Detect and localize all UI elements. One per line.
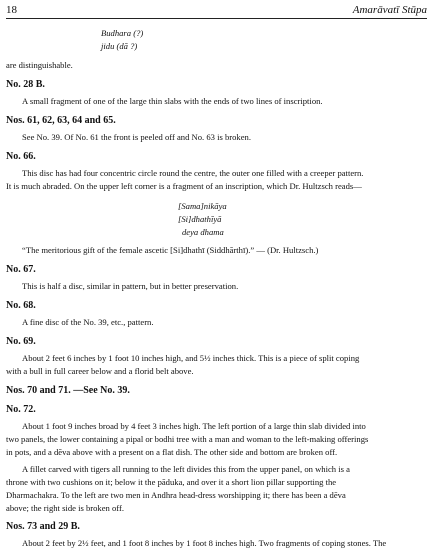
- paragraph-line: above; the right side is broken off.: [6, 503, 124, 513]
- header-rule: [6, 18, 427, 19]
- inscription-line: deya dhama: [182, 227, 224, 237]
- reading-line: jidu (dā ?): [101, 41, 138, 51]
- paragraph-line: throne with two cushions on it; below it the pāduka, and over it a short lion pillar supporting the: [6, 477, 337, 487]
- paragraph-line: It is much abraded. On the upper left corner is a fragment of an inscription, which Dr. Hultzsch reads—: [6, 181, 362, 191]
- paragraph-line: A fine disc of the No. 39, etc., pattern.: [22, 317, 154, 327]
- paragraph-line: About 2 feet by 2½ feet, and 1 foot 8 inches by 1 foot 8 inches high. Two fragments of coping stones. The: [22, 538, 387, 548]
- section-heading: No. 66.: [6, 151, 36, 162]
- section-heading: Nos. 61, 62, 63, 64 and 65.: [6, 115, 116, 126]
- section-heading: No. 67.: [6, 264, 36, 275]
- paragraph-line: A fillet carved with tigers all running to the left divides this from the upper panel, on which is a: [22, 464, 350, 474]
- paragraph-line: This is half a disc, similar in pattern, but in better preservation.: [22, 281, 239, 291]
- inscription-line: [Si]dhathīyā: [178, 214, 222, 224]
- section-heading: No. 72.: [6, 404, 36, 415]
- paragraph-line: A small fragment of one of the large thin slabs with the ends of two lines of inscription.: [22, 96, 323, 106]
- section-heading: Nos. 73 and 29 B.: [6, 521, 80, 532]
- paragraph-line: are distinguishable.: [6, 60, 73, 70]
- section-heading: No. 69.: [6, 336, 36, 347]
- paragraph-line: About 1 foot 9 inches broad by 4 feet 3 inches high. The left portion of a large thin slab divided into: [22, 421, 366, 431]
- section-heading: Nos. 70 and 71. —See No. 39.: [6, 385, 130, 396]
- paragraph-line: About 2 feet 6 inches by 1 foot 10 inches high, and 5½ inches thick. This is a piece of split coping: [22, 353, 360, 363]
- inscription-line: [Sama]nikāya: [178, 201, 227, 211]
- section-heading: No. 28 B.: [6, 79, 45, 90]
- paragraph-line: See No. 39. Of No. 61 the front is peeled off and No. 63 is broken.: [22, 132, 251, 142]
- paragraph-line: This disc has had four concentric circle round the centre, the outer one filled with a creeper pattern.: [22, 168, 364, 178]
- reading-line: Budhara (?): [101, 28, 144, 38]
- running-title: Amarāvatī Stūpa: [352, 4, 427, 16]
- paragraph-line: two panels, the lower containing a pipal or bodhi tree with a man and woman to the left-making offerings: [6, 434, 369, 444]
- paragraph-line: with a bull in full career below and a florid belt above.: [6, 366, 194, 376]
- quote-line: “The meritorious gift of the female ascetic [Si]dhathī (Siddhārthī).” — (Dr. Hultzsch.): [22, 245, 319, 255]
- paragraph-line: Dharmachakra. To the left are two men in Andhra head-dress worshipping it; there has been a dēva: [6, 490, 346, 500]
- page-number: 18: [6, 4, 17, 16]
- section-heading: No. 68.: [6, 300, 36, 311]
- paragraph-line: in pots, and a dēva above with a present on a flat dish. The other side and bottom are broken off.: [6, 447, 338, 457]
